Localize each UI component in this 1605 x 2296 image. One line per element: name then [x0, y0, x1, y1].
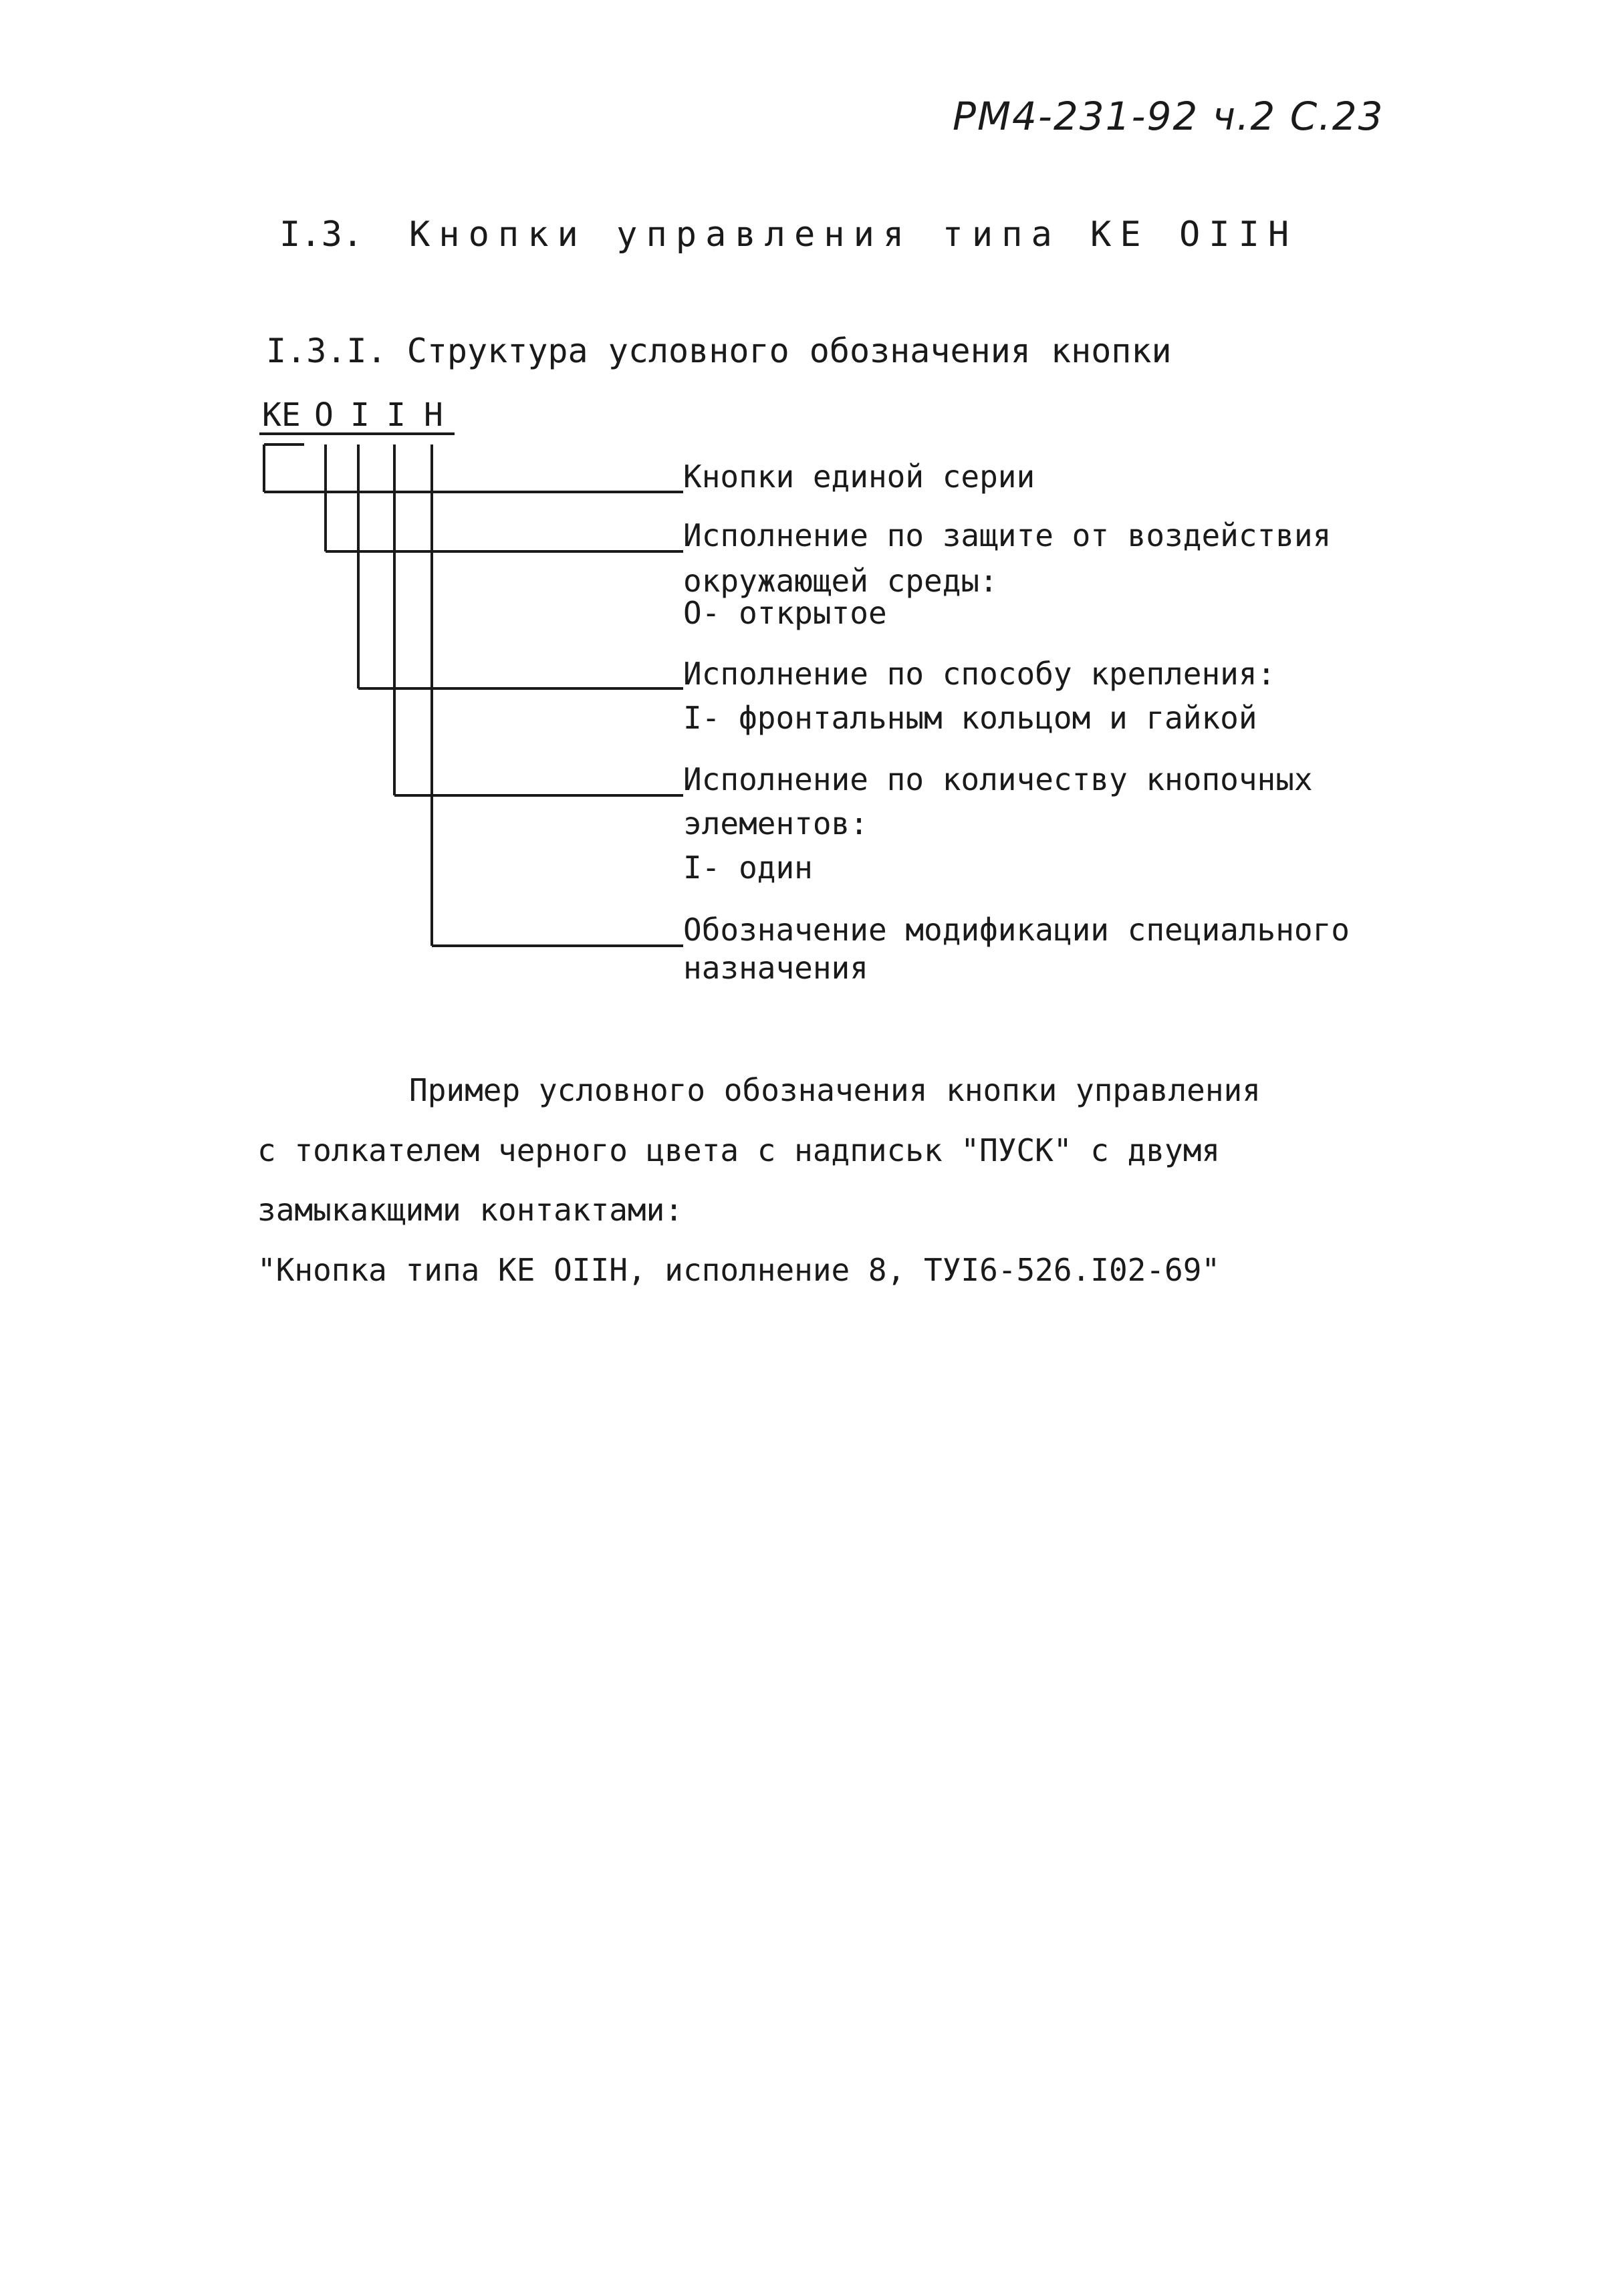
label-protection: Исполнение по защите от воздействия [683, 517, 1332, 553]
label-elements: Исполнение по количеству кнопочных [683, 761, 1313, 797]
example-line-1: Пример условного обозначения кнопки управления [409, 1072, 1261, 1108]
code-part-o: О [314, 396, 334, 434]
label-mounting-ring: I- фронтальным кольцом и гайкой [683, 700, 1257, 736]
label-series: Кнопки единой серии [683, 459, 1035, 495]
subsection-title: I.3.I. Структура условного обозначения кнопки [266, 332, 1172, 370]
label-modification: Обозначение модификации специального [683, 912, 1350, 948]
document-stamp: РМ4-231-92 ч.2 С.23 [953, 94, 1384, 139]
example-line-3: замыкакщими контактами: [257, 1192, 683, 1228]
code-part-i2: I [386, 396, 406, 434]
code-part-n: Н [424, 396, 443, 434]
section-number: I.3. [279, 215, 364, 255]
example-line-2: с толкателем черного цвета с надписьк "ПУСК" с двумя [257, 1132, 1221, 1168]
label-protection-env: окружающей среды: [683, 563, 998, 599]
code-part-ke: КЕ [262, 396, 301, 434]
label-elements-one: I- один [683, 850, 813, 886]
example-designation: "Кнопка типа КЕ OIIН, исполнение 8, ТУI6-526.I02-69" [257, 1252, 1221, 1288]
label-protection-open: О- открытое [683, 595, 887, 631]
label-modification-purpose: назначения [683, 950, 868, 986]
label-elements-word: элементов: [683, 805, 868, 842]
section-title: Кнопки управления типа КЕ OIIН [409, 215, 1298, 255]
label-mounting: Исполнение по способу крепления: [683, 656, 1276, 692]
code-part-i1: I [350, 396, 370, 434]
